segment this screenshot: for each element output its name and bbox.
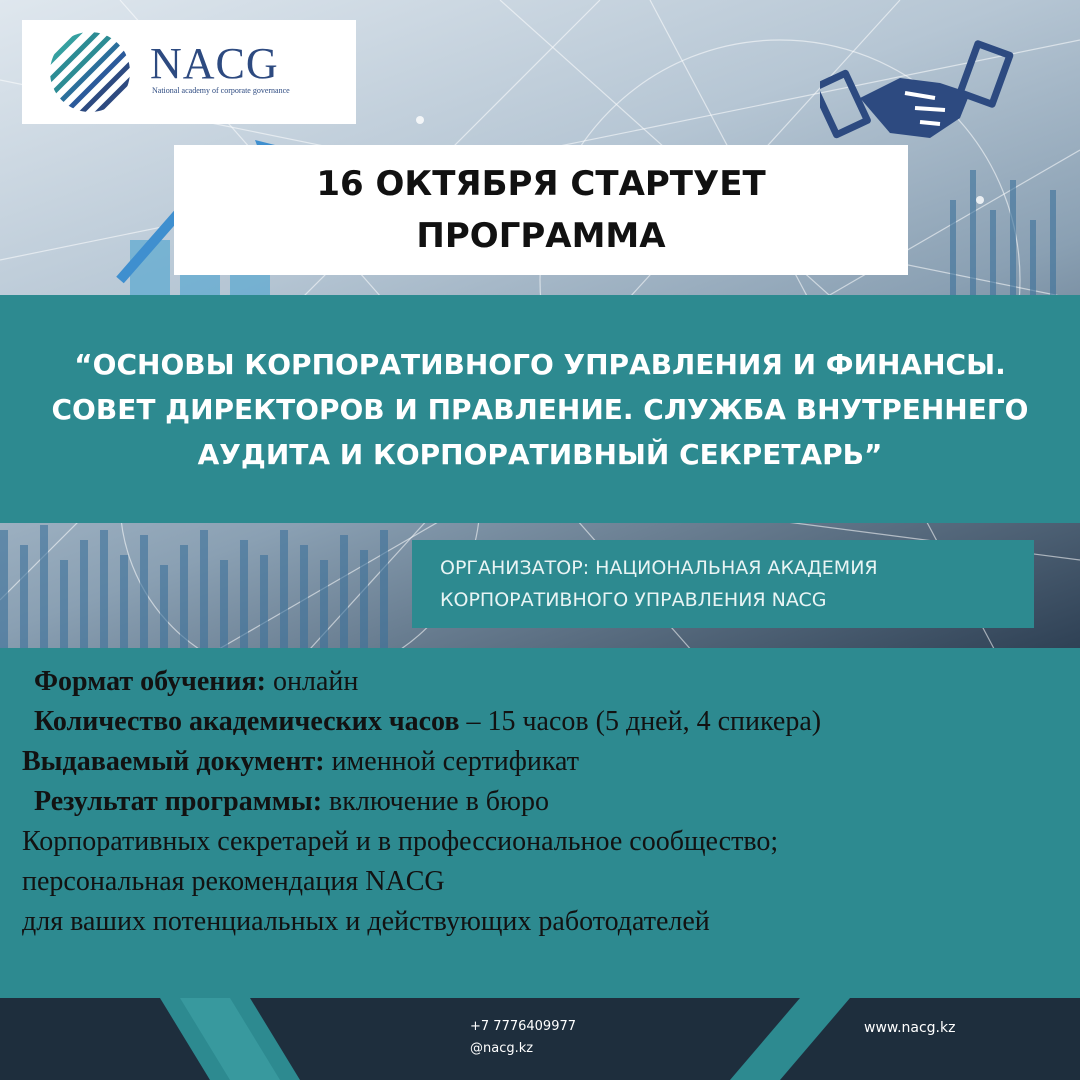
- result-value-3: персональная рекомендация NACG: [22, 866, 445, 897]
- logo-tagline: National academy of corporate governance: [152, 86, 290, 95]
- hours-line: [22, 702, 821, 742]
- format-value: онлайн: [266, 666, 359, 697]
- headline: 16 ОКТЯБРЯ СТАРТУЕТ ПРОГРАММА: [316, 164, 766, 256]
- logo-wordmark: NACG: [150, 39, 279, 88]
- hours-label: Количество академических часов: [34, 706, 460, 737]
- organizer-text: ОРГАНИЗАТОР: НАЦИОНАЛЬНАЯ АКАДЕМИЯ КОРПОРАТИВНОГО УПРАВЛЕНИЯ NACG: [440, 557, 878, 611]
- program-title: “ОСНОВЫ КОРПОРАТИВНОГО УПРАВЛЕНИЯ И ФИНАНСЫ. СОВЕТ ДИРЕКТОРОВ И ПРАВЛЕНИЕ. СЛУЖБА ВНУТРЕННЕГО АУДИТА И КОРПОРАТИВНЫЙ СЕКРЕТАРЬ”: [51, 347, 1029, 471]
- format-line: [22, 662, 821, 702]
- result-value-4: для ваших потенциальных и действующих работодателей: [22, 906, 710, 937]
- result-line: [22, 782, 821, 822]
- hours-value: – 15 часов (5 дней, 4 спикера): [459, 706, 822, 737]
- logo-container: [22, 20, 356, 124]
- headline-box: [174, 145, 908, 275]
- document-label: Выдаваемый документ:: [22, 746, 325, 777]
- document-value: именной сертификат: [324, 746, 579, 777]
- website-link[interactable]: www.nacg.kz: [864, 1020, 956, 1036]
- phone-number[interactable]: +7 7776409977: [470, 1019, 577, 1034]
- handshake-icon: [820, 38, 1020, 158]
- result-value-1: включение в бюро: [322, 786, 549, 817]
- contact-info: [470, 1016, 576, 1060]
- document-line: [22, 742, 821, 782]
- footer: [0, 998, 1080, 1080]
- program-title-band: [0, 295, 1080, 523]
- result-label: Результат программы:: [34, 786, 323, 817]
- organizer-box: [412, 540, 1034, 628]
- result-value-2: Корпоративных секретарей и в профессиональное сообщество;: [22, 826, 779, 857]
- format-label: Формат обучения:: [34, 666, 266, 697]
- program-details: [0, 648, 1080, 998]
- nacg-logo-mark: [42, 28, 138, 116]
- social-handle[interactable]: @nacg.kz: [470, 1041, 534, 1056]
